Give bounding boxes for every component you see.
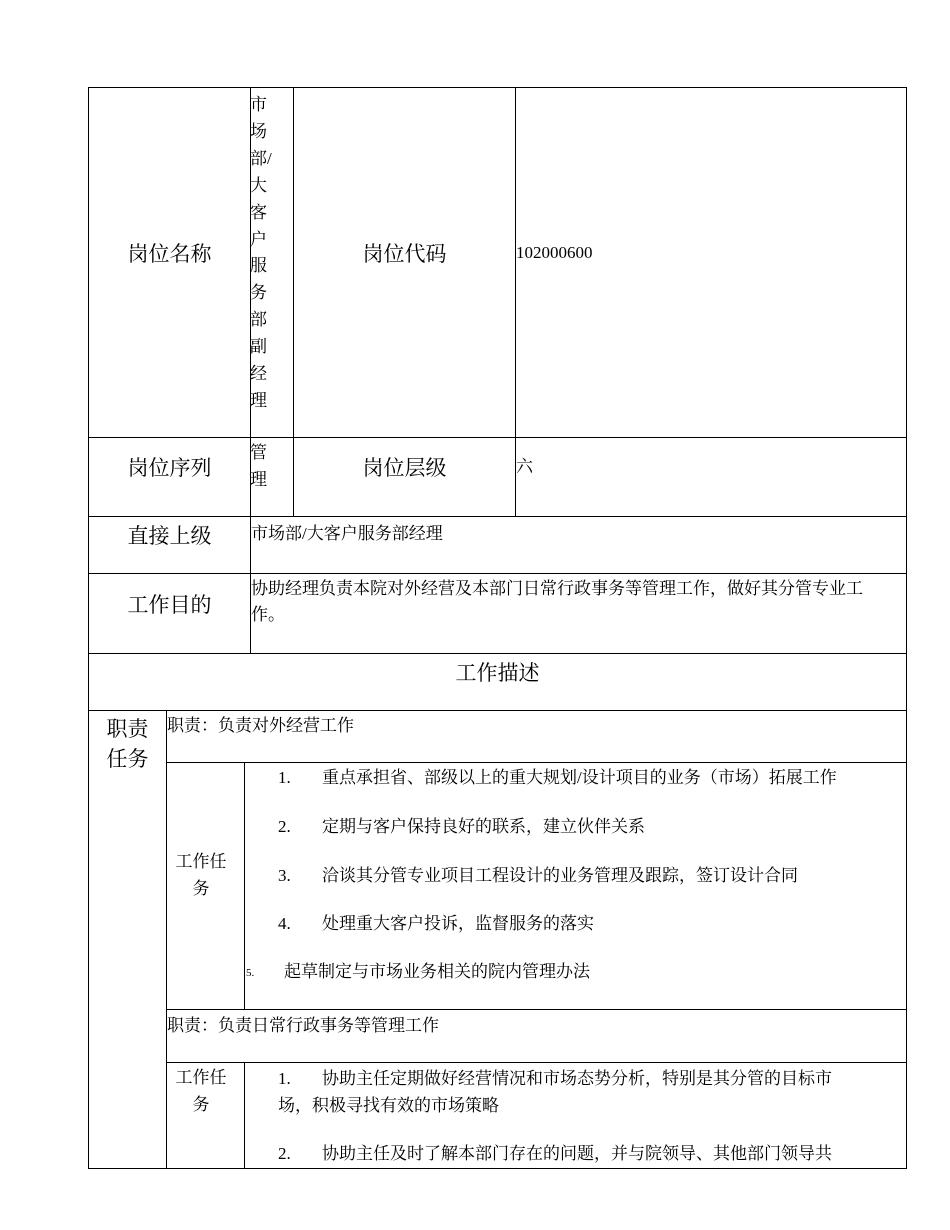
cell-duty-label (88, 710, 167, 1169)
duty2-task-label: 工作任务 (175, 1068, 227, 1114)
post-name-value: 市 场 部/ 大 客 户 服 务 部 副 经 理 (250, 95, 272, 410)
duty1-task-2: 2. 定期与客户保持良好的联系，建立伙伴关系 (278, 817, 645, 836)
duty2-title: 职责：负责日常行政事务等管理工作 (167, 1016, 439, 1035)
duty1-title: 职责：负责对外经营工作 (167, 716, 354, 735)
purpose-label: 工作目的 (127, 593, 212, 617)
cell-level-value (515, 437, 907, 517)
purpose-value: 协助经理负责本院对外经营及本部门日常行政事务等管理工作，做好其分管专业工作。 (251, 579, 863, 624)
duty1-task-label: 工作任务 (175, 852, 227, 898)
post-code-label: 岗位代码 (362, 242, 447, 266)
post-code-value: 102000600 (516, 243, 593, 262)
duty-label: 职责 任务 (106, 717, 149, 771)
duty1-task-5: 5. 起草制定与市场业务相关的院内管理办法 (246, 962, 590, 981)
level-label: 岗位层级 (362, 456, 447, 480)
level-value: 六 (516, 457, 533, 476)
duty2-task-1: 1. 协助主任定期做好经营情况和市场态势分析，特别是其分管的目标市 场，积极寻找有效的市场策略 (278, 1069, 832, 1115)
duty1-task-3: 3. 洽谈其分管专业项目工程设计的业务管理及跟踪，签订设计合同 (278, 866, 798, 885)
duty1-task-4: 4. 处理重大客户投诉，监督服务的落实 (278, 914, 594, 933)
duty2-task-2: 2. 协助主任及时了解本部门存在的问题，并与院领导、其他部门领导共 (278, 1144, 832, 1163)
superior-label: 直接上级 (127, 524, 212, 548)
sequence-value: 管 理 (250, 443, 267, 489)
post-name-label: 岗位名称 (127, 242, 212, 266)
superior-value: 市场部/大客户服务部经理 (251, 524, 443, 543)
section-title: 工作描述 (455, 661, 540, 685)
sequence-label: 岗位序列 (127, 456, 212, 480)
duty1-task-1: 1. 重点承担省、部级以上的重大规划/设计项目的业务（市场）拓展工作 (278, 768, 837, 787)
